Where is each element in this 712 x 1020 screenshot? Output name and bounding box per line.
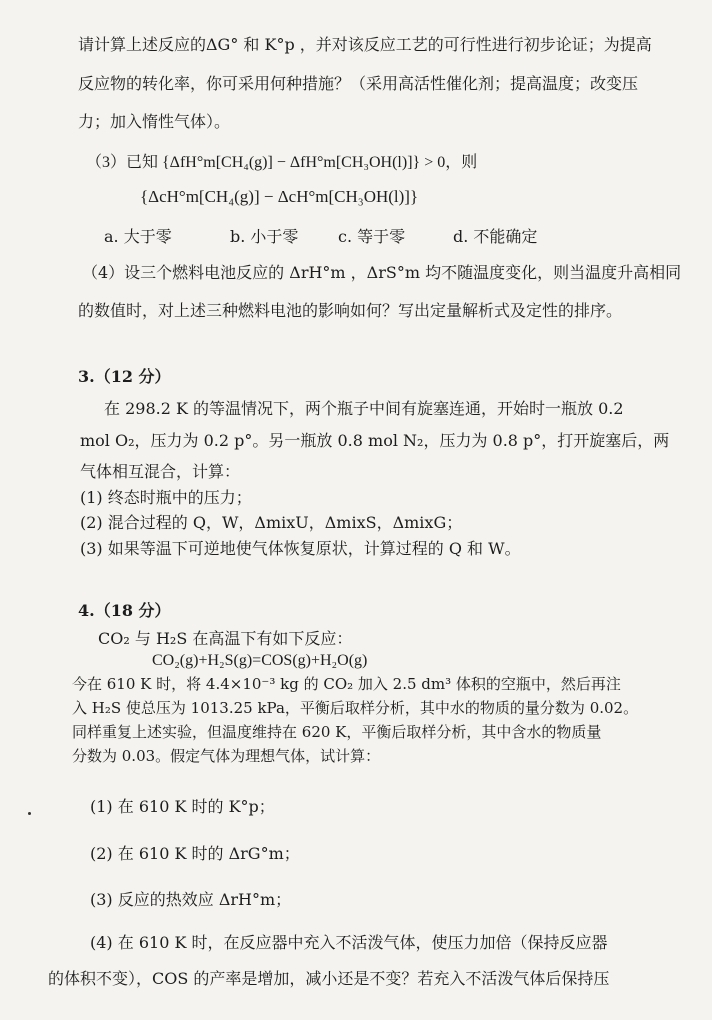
- scan-speck: [28, 812, 31, 815]
- option-c: c. 等于零: [338, 227, 406, 246]
- p2-q4-line-1: （4）设三个燃料电池反应的 ΔrH°m ，ΔrS°m 均不随温度变化，则当温度升高相同: [82, 263, 682, 282]
- p4-line-4: 分数为 0.03。假定气体为理想气体，试计算：: [72, 747, 381, 765]
- p2-q3-line: （3）已知 {ΔfH°m[CH₄(g)] − ΔfH°m[CH₃OH(l)]} > 0，则: [86, 154, 478, 171]
- p2-q3-formula: {ΔcH°m[CH₄(g)] − ΔcH°m[CH₃OH(l)]}: [140, 187, 419, 206]
- p3-item-1: (1) 终态时瓶中的压力；: [80, 488, 252, 507]
- problem-3-header: 3.（12 分）: [78, 367, 171, 386]
- option-a: a. 大于零: [104, 227, 172, 246]
- p4-q4-line-2: 的体积不变），COS 的产率是增加，减小还是不变？若充入不活泼气体后保持压: [48, 969, 610, 988]
- p4-equation: CO₂(g)+H₂S(g)=COS(g)+H₂O(g): [152, 652, 368, 669]
- option-b: b. 小于零: [230, 227, 299, 246]
- p4-item-3: (3) 反应的热效应 ΔrH°m；: [90, 890, 292, 909]
- p4-item-1: (1) 在 610 K 时的 K°p；: [90, 797, 275, 816]
- p3-item-3: (3) 如果等温下可逆地使气体恢复原状，计算过程的 Q 和 W。: [80, 539, 521, 558]
- p2-para-line-1: 请计算上述反应的ΔG° 和 K°p ，并对该反应工艺的可行性进行初步论证；为提高: [78, 35, 652, 54]
- problem-4-header: 4.（18 分）: [78, 601, 171, 620]
- p4-intro: CO₂ 与 H₂S 在高温下有如下反应：: [98, 629, 353, 648]
- p3-item-2: (2) 混合过程的 Q，W，ΔmixU，ΔmixS，ΔmixG；: [80, 513, 463, 532]
- option-d: d. 不能确定: [453, 227, 538, 246]
- p3-line-2: mol O₂，压力为 0.2 p°。另一瓶放 0.8 mol N₂，压力为 0.8 p°，打开旋塞后，两: [80, 431, 670, 450]
- p4-line-1: 今在 610 K 时，将 4.4×10⁻³ kg 的 CO₂ 加入 2.5 dm³ 体积的空瓶中，然后再注: [72, 675, 621, 693]
- p2-para-line-2: 反应物的转化率，你可采用何种措施？（采用高活性催化剂；提高温度；改变压: [78, 74, 639, 93]
- p4-line-2: 入 H₂S 使总压为 1013.25 kPa，平衡后取样分析，其中水的物质的量分数为 0.02。: [72, 699, 639, 717]
- p4-item-2: (2) 在 610 K 时的 ΔrG°m；: [90, 844, 300, 863]
- p4-q4-line-1: (4) 在 610 K 时，在反应器中充入不活泼气体，使压力加倍（保持反应器: [90, 933, 608, 952]
- p4-line-3: 同样重复上述实验，但温度维持在 620 K，平衡后取样分析，其中含水的物质量: [72, 723, 602, 741]
- p3-line-3: 气体相互混合，计算：: [80, 462, 241, 481]
- p3-line-1: 在 298.2 K 的等温情况下，两个瓶子中间有旋塞连通，开始时一瓶放 0.2: [104, 399, 624, 418]
- p2-q4-line-2: 的数值时，对上述三种燃料电池的影响如何？写出定量解析式及定性的排序。: [78, 301, 623, 320]
- p2-para-line-3: 力；加入惰性气体）。: [78, 112, 231, 131]
